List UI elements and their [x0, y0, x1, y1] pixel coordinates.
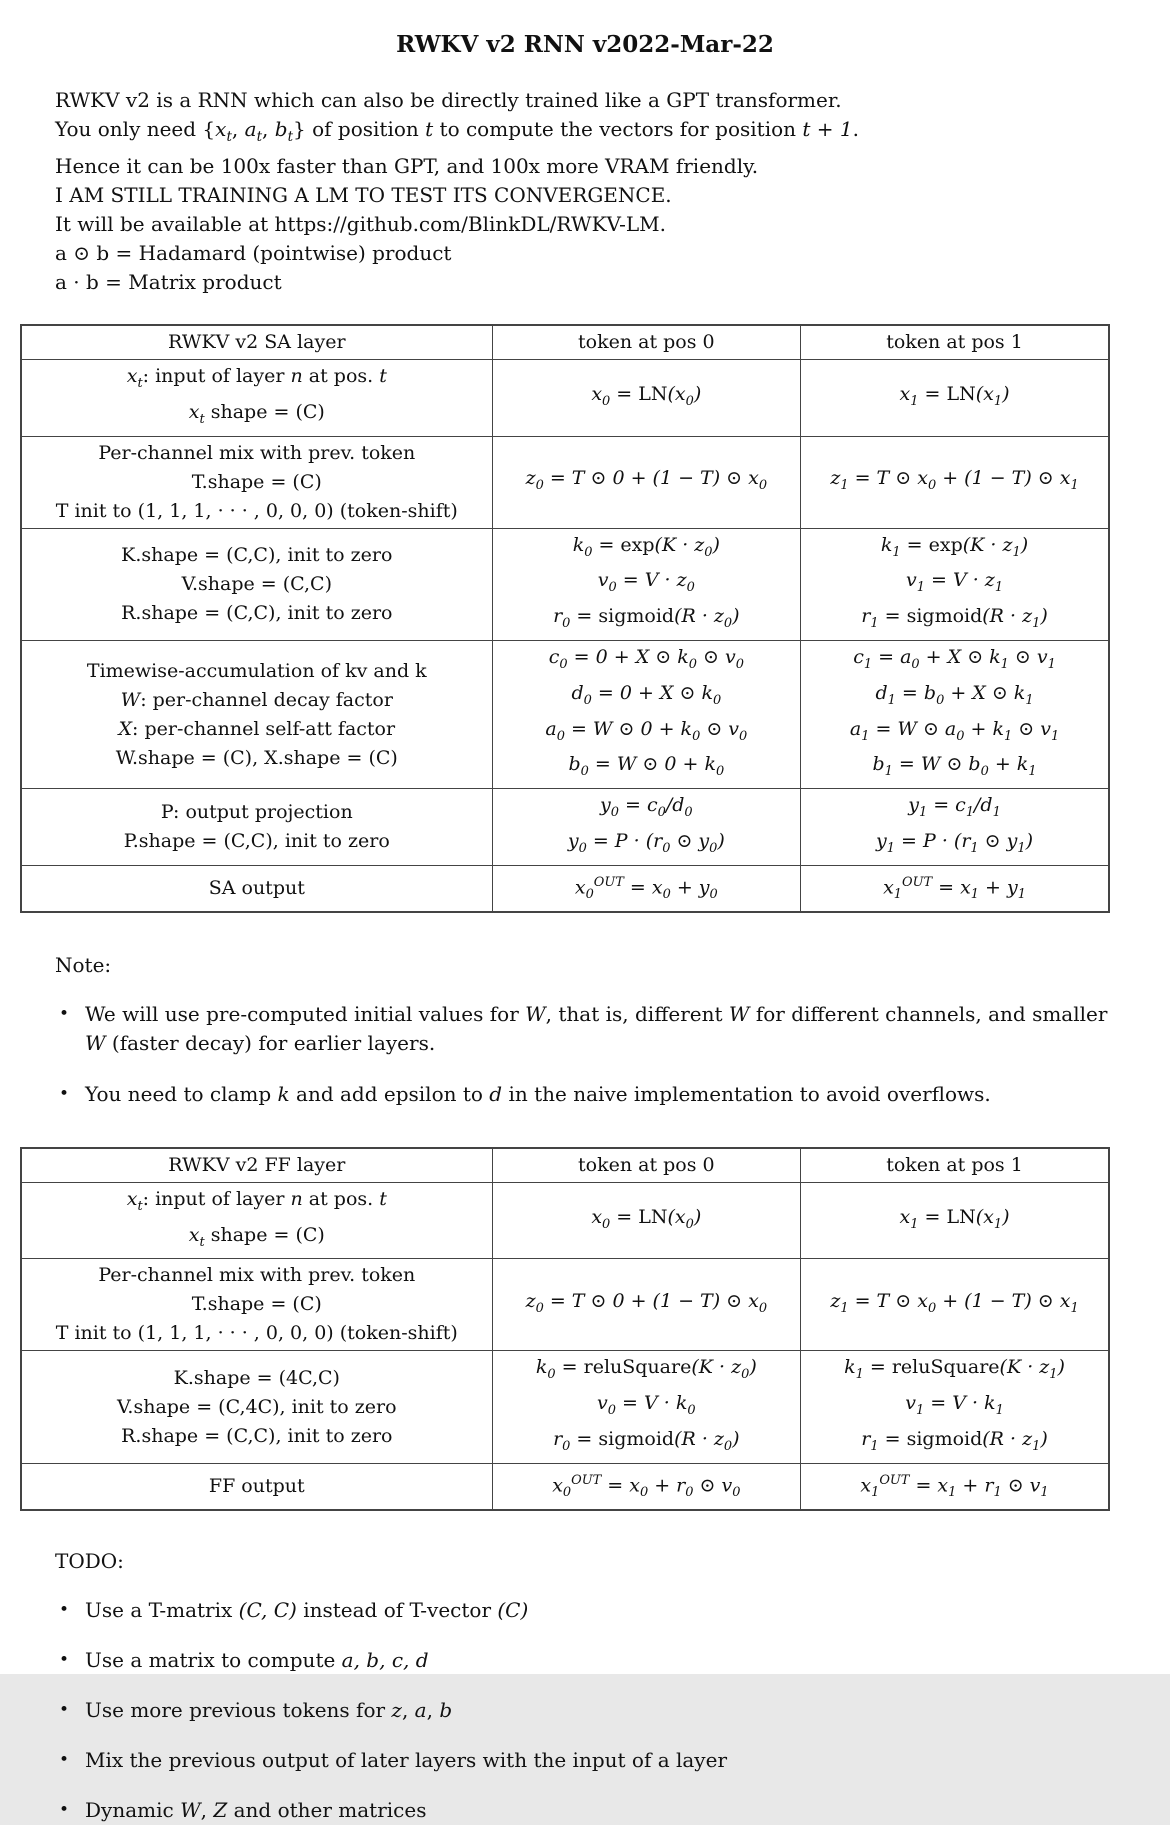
pos1-formula-cell-line: $x_1^{OUT} = x_1 + y_1$	[883, 874, 1026, 902]
intro-paragraph	[55, 86, 1170, 297]
note-bullet-1	[55, 1000, 1170, 1058]
pos0-formula-cell	[492, 436, 800, 528]
pos1-formula-cell-line: $x_1 = LN(x_1)$	[899, 1205, 1010, 1232]
pos0-formula-cell-line: $k_0$ = reluSquare(K · $z_0$)	[535, 1356, 757, 1383]
desc-cell-line: Per-channel mix with prev. token	[98, 1264, 416, 1287]
pos1-formula-cell	[801, 865, 1109, 912]
desc-cell-line: Timewise-accumulation of kv and k	[86, 659, 427, 682]
pos0-formula-cell-line: $k_0 = \exp(K \cdot z_0)$	[572, 533, 720, 560]
pos0-formula-cell	[492, 789, 800, 866]
pos1-formula-cell-line: $z_1 = T$ ⊙ $x_0 + (1 - T)$ ⊙ $x_1$	[830, 467, 1079, 493]
pos1-formula-cell	[801, 1351, 1109, 1463]
desc-cell-line: T.shape = (C)	[191, 470, 322, 493]
desc-cell-line: P: output projection	[160, 800, 353, 823]
pos0-formula-cell-line: $x_0 = LN(x_0)$	[591, 382, 702, 409]
desc-cell	[21, 1182, 492, 1259]
desc-cell	[21, 1463, 492, 1510]
ff-layer-table	[20, 1147, 1110, 1511]
todo-heading: TODO:	[55, 1549, 124, 1573]
pos0-formula-cell-line: $b_0 = W$ ⊙ $0 + k_0$	[568, 753, 725, 780]
table-row	[21, 1351, 1109, 1463]
pos1-formula-cell-line: $v_1 = V \cdot z_1$	[906, 569, 1004, 596]
todo-bullet-line: • Mix the previous output of later layers with the input of a layer	[85, 1748, 728, 1772]
pos0-formula-cell-line: $r_0$ = sigmoid(R · $z_0$)	[553, 605, 740, 631]
pos0-formula-cell	[492, 1351, 800, 1463]
table-header-row	[21, 325, 1109, 360]
column-header: token at pos 1	[801, 325, 1109, 360]
column-header: RWKV v2 FF layer	[21, 1148, 492, 1183]
note-bullet-line: • You need to clamp k and add epsilon to d in the naive implementation to avoid overflows.	[85, 1081, 991, 1106]
desc-cell-line: $x_t$: input of layer n at pos. t	[126, 365, 387, 391]
table-row	[21, 1182, 1109, 1259]
pos0-formula-cell-line: $z_0 = T$ ⊙ 0 + (1 − T) ⊙ $x_0$	[525, 1290, 768, 1316]
desc-cell-line: V.shape = (C,4C), init to zero	[117, 1395, 397, 1418]
desc-cell-line: SA output	[208, 876, 305, 899]
table-row	[21, 789, 1109, 866]
desc-cell-line: Per-channel mix with prev. token	[98, 441, 416, 464]
pos0-formula-cell-line: $y_0 = P \cdot (r_0$ ⊙ $y_0$)	[567, 829, 725, 856]
todo-bullet-line: • Use more previous tokens for z, a, b	[85, 1698, 453, 1722]
pos0-formula-cell	[492, 528, 800, 640]
todo-section	[0, 1547, 1170, 1825]
note-list	[55, 1000, 1170, 1109]
column-header: token at pos 0	[492, 1148, 800, 1183]
desc-cell-line: K.shape = (4C,C)	[173, 1366, 340, 1389]
pos0-formula-cell-line: $x_0^{OUT} = x_0 + y_0$	[574, 874, 718, 902]
desc-cell-line: FF output	[208, 1474, 305, 1497]
pos1-formula-cell-line: $x_1^{OUT} = x_1 + r_1$ ⊙ $v_1$	[860, 1472, 1049, 1500]
pos0-formula-cell-line: $v_0 = V \cdot z_0$	[597, 569, 695, 596]
desc-cell-line: R.shape = (C,C), init to zero	[121, 601, 393, 624]
desc-cell-line: $x_t$: input of layer n at pos. t	[126, 1187, 387, 1214]
pos1-formula-cell-line: $z_1 = T$ ⊙ $x_0 + (1 - T)$ ⊙ $x_1$	[830, 1290, 1079, 1316]
note-bullet-2	[55, 1080, 1170, 1109]
table-row	[21, 528, 1109, 640]
column-header: token at pos 1	[801, 1148, 1109, 1183]
desc-cell-line: T init to (1, 1, 1, · · · , 0, 0, 0) (token-shift)	[55, 1322, 458, 1345]
todo-list	[55, 1596, 1170, 1825]
column-header: token at pos 0	[492, 325, 800, 360]
pos0-formula-cell	[492, 640, 800, 788]
pos0-formula-cell-line: $a_0 = W$ ⊙ $0 + k_0$ ⊙ $v_0$	[545, 717, 748, 744]
todo-bullet-line: • Use a T-matrix (C, C) instead of T-vector (C)	[85, 1598, 529, 1622]
table-header-row	[21, 1148, 1109, 1183]
intro-line-7: a · b = Matrix product	[55, 270, 282, 294]
pos0-formula-cell-line: $x_0^{OUT} = x_0 + r_0$ ⊙ $v_0$	[552, 1472, 741, 1500]
desc-cell	[21, 528, 492, 640]
pos0-formula-cell	[492, 865, 800, 912]
table-row	[21, 1463, 1109, 1510]
pos1-formula-cell-line: $b_1 = W$ ⊙ $b_0 + k_1$	[872, 753, 1037, 780]
pos1-formula-cell	[801, 789, 1109, 866]
note-heading: Note:	[55, 952, 112, 977]
column-header: RWKV v2 SA layer	[21, 325, 492, 360]
pos1-formula-cell	[801, 528, 1109, 640]
table-row	[21, 1259, 1109, 1351]
pos1-formula-cell	[801, 1182, 1109, 1259]
todo-bullet-4	[55, 1746, 1170, 1775]
pos0-formula-cell-line: $c_0 = 0 + X$ ⊙ $k_0$ ⊙ $v_0$	[548, 645, 744, 672]
pos1-formula-cell	[801, 436, 1109, 528]
intro-line-4: I AM STILL TRAINING A LM TO TEST ITS CONVERGENCE.	[55, 183, 672, 207]
sa-layer-table	[20, 324, 1110, 913]
pos0-formula-cell-line: $v_0 = V \cdot k_0$	[597, 1392, 696, 1419]
intro-line-6: a ⊙ b = Hadamard (pointwise) product	[55, 241, 452, 265]
todo-bullet-1	[55, 1596, 1170, 1625]
pos1-formula-cell	[801, 360, 1109, 437]
desc-cell-line: X: per-channel self-att factor	[118, 717, 396, 740]
intro-line-1: RWKV v2 is a RNN which can also be directly trained like a GPT transformer.	[55, 88, 842, 112]
pos1-formula-cell	[801, 640, 1109, 788]
desc-cell-line: V.shape = (C,C)	[181, 572, 333, 595]
pos1-formula-cell-line: $r_1$ = sigmoid(R · $z_1$)	[861, 605, 1048, 631]
desc-cell	[21, 1259, 492, 1351]
pos0-formula-cell	[492, 1182, 800, 1259]
pos1-formula-cell-line: $d_1 = b_0 + X$ ⊙ $k_1$	[875, 681, 1034, 708]
pos0-formula-cell-line: $d_0 = 0 + X$ ⊙ $k_0$	[571, 681, 722, 708]
intro-line-2: You only need {$x_t$, $a_t$, $b_t$} of position t to compute the vectors for position t + 1.	[55, 117, 859, 145]
pos1-formula-cell-line: $y_1 = P \cdot (r_1$ ⊙ $y_1$)	[876, 829, 1033, 856]
todo-bullet-5	[55, 1796, 1170, 1825]
desc-cell-line: W: per-channel decay factor	[120, 688, 393, 711]
desc-cell-line: R.shape = (C,C), init to zero	[121, 1424, 393, 1447]
pos1-formula-cell	[801, 1259, 1109, 1351]
desc-cell-line: K.shape = (C,C), init to zero	[121, 543, 393, 566]
pos1-formula-cell-line: $k_1 = \exp(K \cdot z_1)$	[880, 533, 1029, 560]
pos0-formula-cell-line: $y_0 = c_0/d_0$	[600, 794, 693, 820]
todo-bullet-2	[55, 1646, 1170, 1675]
desc-cell-line: $x_t$ shape = (C)	[188, 1223, 325, 1250]
page-title: RWKV v2 RNN v2022-Mar-22	[396, 31, 774, 58]
pos0-formula-cell	[492, 1463, 800, 1510]
intro-line-3: Hence it can be 100x faster than GPT, and 100x more VRAM friendly.	[55, 154, 759, 178]
pos1-formula-cell-line: $a_1 = W$ ⊙ $a_0 + k_1$ ⊙ $v_1$	[849, 717, 1060, 744]
pos1-formula-cell-line: $y_1 = c_1/d_1$	[908, 794, 1001, 820]
desc-cell-line: P.shape = (C,C), init to zero	[123, 829, 390, 852]
desc-cell	[21, 436, 492, 528]
todo-bullet-3	[55, 1696, 1170, 1725]
todo-bullet-line: • Dynamic W, Z and other matrices	[85, 1798, 427, 1822]
intro-line-5: It will be available at https://github.com/BlinkDL/RWKV-LM.	[55, 212, 667, 236]
pos0-formula-cell	[492, 1259, 800, 1351]
pos0-formula-cell-line: $r_0$ = sigmoid(R · $z_0$)	[553, 1428, 740, 1454]
note-bullet-line: • We will use pre-computed initial values for W, that is, different W for different channels, and smaller	[85, 1001, 1108, 1026]
pos0-formula-cell-line: $x_0 = LN(x_0)$	[591, 1205, 702, 1232]
pos0-formula-cell-line: $z_0 = T$ ⊙ 0 + (1 − T) ⊙ $x_0$	[525, 467, 768, 493]
desc-cell-line: $x_t$ shape = (C)	[188, 400, 325, 427]
desc-cell	[21, 640, 492, 788]
note-bullet-line: W (faster decay) for earlier layers.	[85, 1030, 436, 1055]
desc-cell	[21, 1351, 492, 1463]
table-row	[21, 360, 1109, 437]
pos0-formula-cell	[492, 360, 800, 437]
desc-cell	[21, 865, 492, 912]
table-row	[21, 865, 1109, 912]
todo-bullet-line: • Use a matrix to compute a, b, c, d	[85, 1648, 429, 1672]
desc-cell-line: W.shape = (C), X.shape = (C)	[115, 746, 398, 769]
table-row	[21, 640, 1109, 788]
desc-cell	[21, 789, 492, 866]
pos1-formula-cell	[801, 1463, 1109, 1510]
desc-cell	[21, 360, 492, 437]
pos1-formula-cell-line: $r_1$ = sigmoid(R · $z_1$)	[861, 1428, 1048, 1454]
pos1-formula-cell-line: $c_1 = a_0 + X$ ⊙ $k_1$ ⊙ $v_1$	[853, 645, 1056, 672]
pos1-formula-cell-line: $x_1 = LN(x_1)$	[899, 382, 1010, 409]
desc-cell-line: T init to (1, 1, 1, · · · , 0, 0, 0) (token-shift)	[55, 499, 458, 522]
pos1-formula-cell-line: $v_1 = V \cdot k_1$	[905, 1392, 1004, 1419]
desc-cell-line: T.shape = (C)	[191, 1293, 322, 1316]
table-row	[21, 436, 1109, 528]
pos1-formula-cell-line: $k_1$ = reluSquare(K · $z_1$)	[844, 1356, 1065, 1383]
note-section	[0, 951, 1170, 1109]
